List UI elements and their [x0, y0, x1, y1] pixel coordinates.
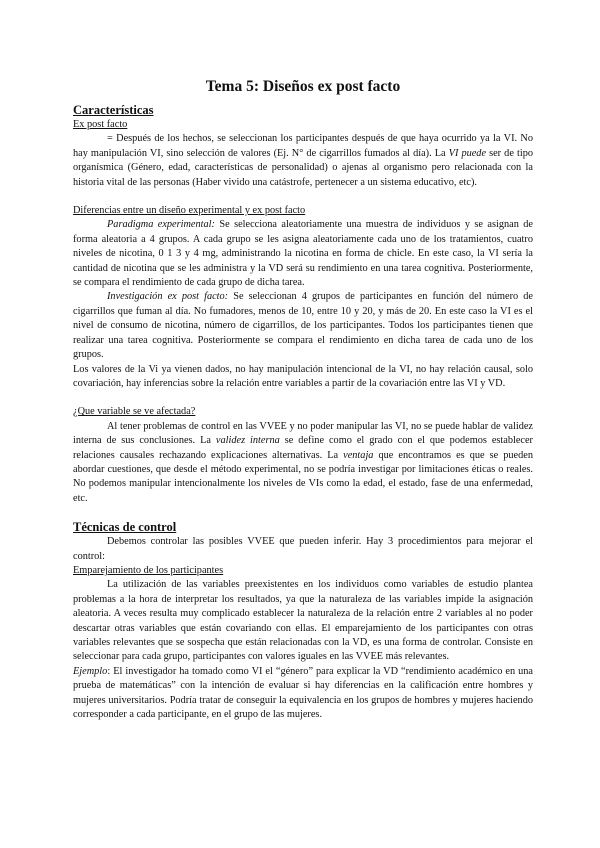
paragraph-definition: = Después de los hechos, se seleccionan los participantes después de que haya ocurrido ya la VI. No hay manipulación VI, sino selección de valores (Ej. N° de cigarrillos fumados al día). La VI puede ser de tipo organísmica (Género, edad, características de personalidad) o ajenas al organismo pero relacionada con la historia vital de las personas (Haber vivido una catástrofe, pertenecer a un sistema educativo, etc).	[73, 133, 533, 188]
paragraph-investigacion-ex-post-facto: Investigación ex post facto: Se seleccionan 4 grupos de participantes en función del número de cigarrillos que fuman al día. No fumadores, menos de 10, entre 10 y 20, y más de 20. En este caso la VI es el nivel de consumo de nicotina, número de cigarrillos, de los participantes. Todos los participantes tienen que realizar una tarea cognitiva. Posteriormente se compara el rendimiento en dicha tarea de cada uno de los grupos.	[73, 291, 533, 361]
paragraph-validez-interna: Al tener problemas de control en las VVEE y no poder manipular las VI, no se puede hablar de validez interna de sus conclusiones. La validez interna se define como el grado con el que podemos establecer relaciones causales rechazando explicaciones alternativas. La ventaja que encontramos es que se pueden abordar cuestiones, que desde el método experimental, no se podría investigar por limitaciones éticas o reales. No podemos manipular intencionalmente los niveles de VIs como la edad, el estado, fase de una enfermedad, etc.	[73, 420, 533, 504]
subheading-diferencias: Diferencias entre un diseño experimental y ex post facto	[73, 205, 306, 217]
paragraph-procedimientos: Debemos controlar las posibles VVEE que pueden inferir. Hay 3 procedimientos para mejorar el control:	[73, 536, 533, 562]
page-title: Tema 5: Diseños ex post facto	[205, 78, 401, 95]
subheading-ex-post-facto: Ex post facto	[73, 119, 128, 130]
paragraph-ejemplo: Ejemplo: El investigador ha tomado como VI el “género” para explicar la VD “rendimiento académico en una prueba de matemáticas” con la intención de evaluar si hay diferencias en la calificación entre hombres y mujeres universitarios. Podría tratar de conseguir la equivalencia en los grupos de hombres y mujeres haciendo corresponder a cada participante, en el grupo de las mujeres.	[73, 665, 533, 721]
document-body	[73, 78, 533, 722]
section-heading-caracteristicas: Características	[73, 103, 154, 117]
section-heading-tecnicas: Técnicas de control	[73, 520, 177, 535]
paragraph-emparejamiento: La utilización de las variables preexistentes en los individuos como variables de estudio plantea problemas a la hora de interpretar los resultados, ya que la naturaleza de las variables impide la asignación aleatoria. A veces resulta muy complicado establecer la naturaleza de la relación entre 2 variables al no poder descartar otras variables que están covariando con ellas. El emparejamiento de los participantes con otras variables relevantes que se sospecha que están relacionadas con la VD, es una forma de controlar. Consiste en seleccionar para cada grupo, participantes con valores iguales en las VVEE más relevantes.	[73, 579, 533, 663]
paragraph-covariacion: Los valores de la Vi ya vienen dados, no hay manipulación intencional de la VI, no hay relación causal, solo covariación, hay inferencias sobre la relación entre variables a partir de la covariación entre las VI y VD.	[73, 363, 533, 389]
paragraph-paradigma-experimental: Paradigma experimental: Se selecciona aleatoriamente una muestra de individuos y se asignan de forma aleatoria a 4 grupos. A cada grupo se les asigna aleatoriamente cada uno de los tratamientos, cuatro niveles de nicotina, 0 1 3 y 4 mg, administrando la nicotina en forma de chicle. En este caso, la VI sería la cantidad de nicotina que se les administra y la VD será su rendimiento en una tarea cognitiva. Posteriormente, se compara el rendimiento de cada grupo de dicha tarea.	[73, 219, 533, 289]
subheading-variable-afectada: ¿Que variable se ve afectada?	[73, 406, 196, 418]
subheading-emparejamiento: Emparejamiento de los participantes	[73, 564, 224, 576]
